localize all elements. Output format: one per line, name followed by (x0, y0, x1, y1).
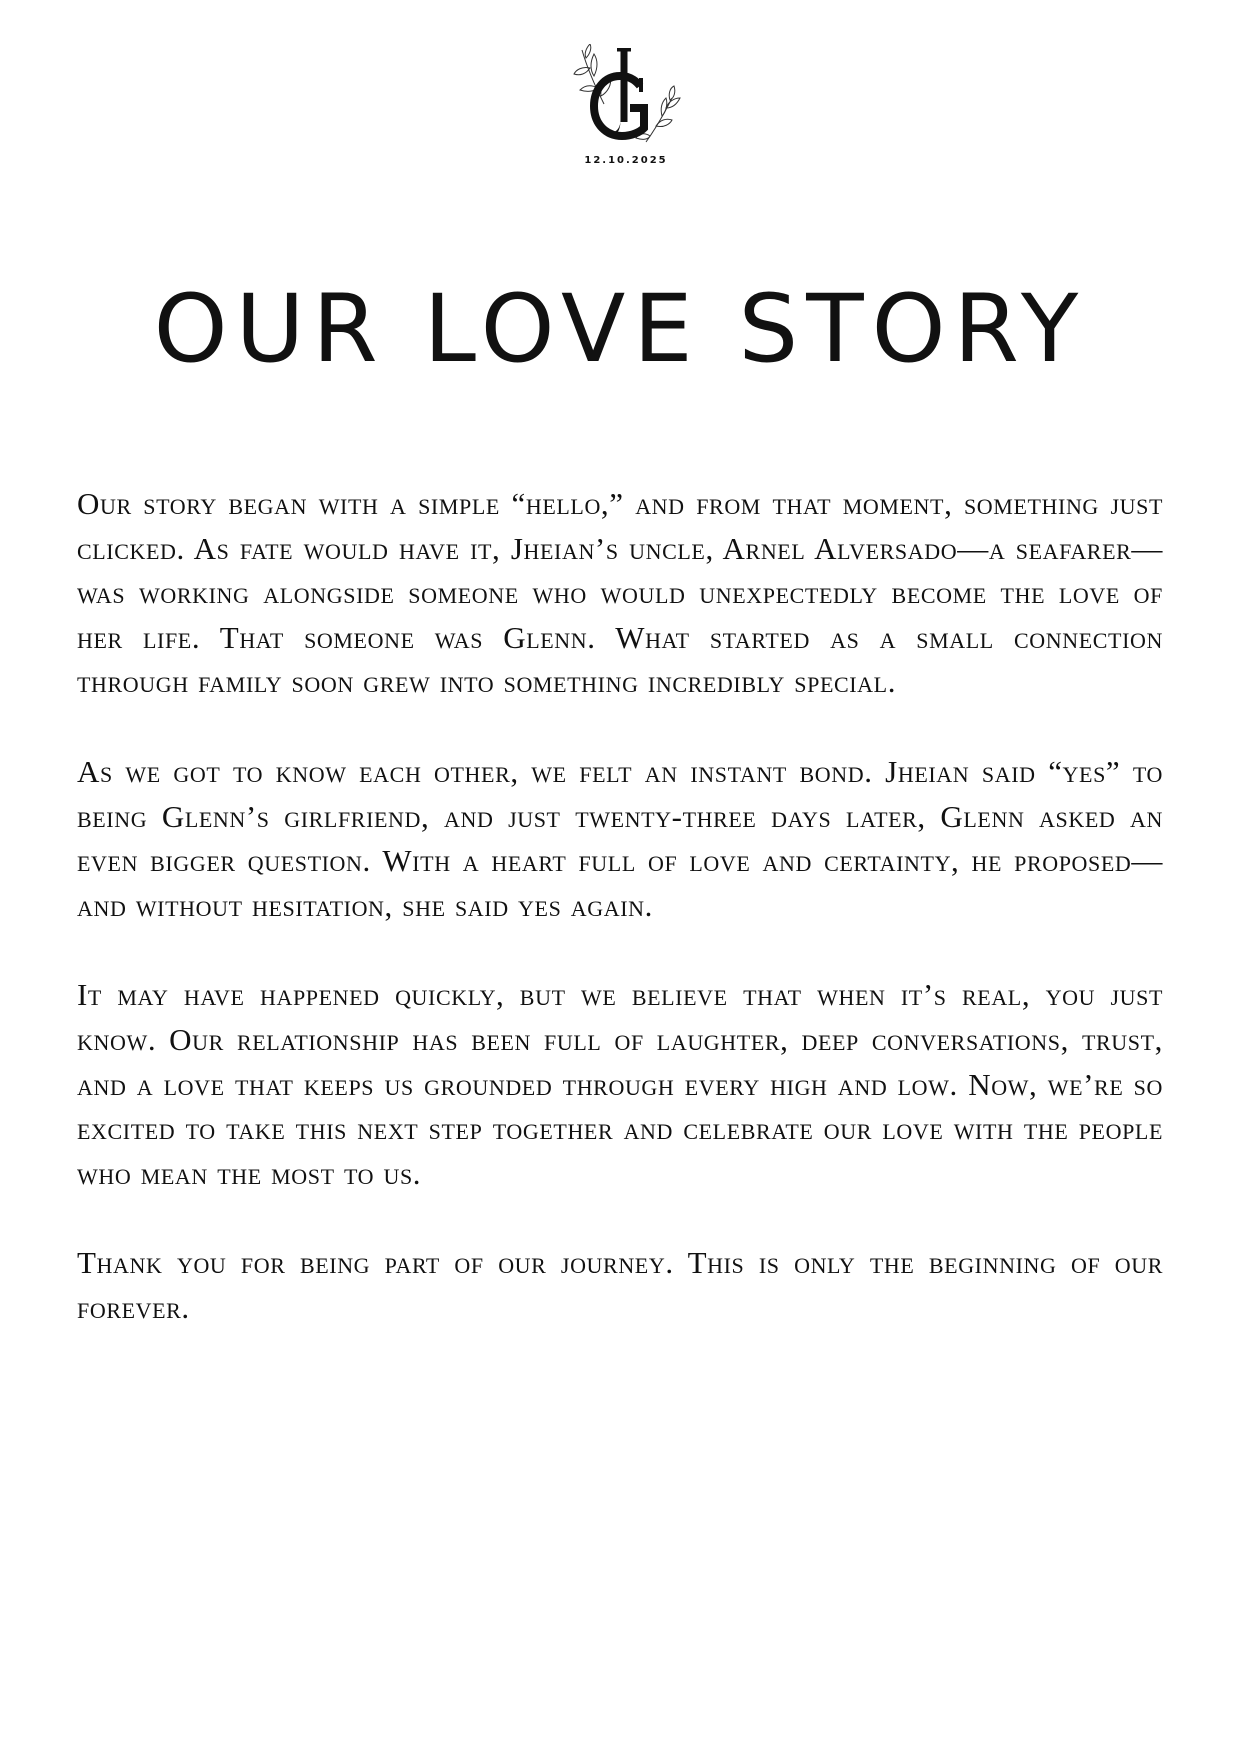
monogram-logo (564, 44, 688, 172)
letter-j-mark (610, 48, 631, 136)
story-paragraph: As we got to know each other, we felt an instant bond. Jheian said “yes” to being Glenn’s girlfriend, and just twenty-three days later, Glenn asked an even bigger question. With a heart full of love and certainty, he proposed—and without hesitation, she said yes again. (77, 753, 1163, 923)
story-paragraph: It may have happened quickly, but we believe that when it’s real, you just know. Our relationship has been full of laughter, deep conversations, trust, and a love that keeps us grounded through every high and low. Now, we’re so excited to take this next step together and celebrate our love with the people who mean the most to us. (77, 977, 1163, 1191)
page-title: OUR LOVE STORY (153, 275, 1087, 384)
wedding-date: 12.10.2025 (584, 155, 668, 166)
monogram-emblem (564, 44, 688, 154)
story-paragraph: Thank you for being part of our journey. This is only the beginning of our forever. (77, 1245, 1163, 1325)
letter-g-mark (594, 76, 644, 136)
story-body (77, 482, 1163, 1376)
story-paragraph: Our story began with a simple “hello,” and from that moment, something just clicked. As fate would have it, Jheian’s uncle, Arnel Alversado—a seafarer—was working alongside someone who would unexpectedly become the love of her life. That someone was Glenn. What started as a small connection through family soon grew into something incredibly special. (77, 486, 1163, 700)
